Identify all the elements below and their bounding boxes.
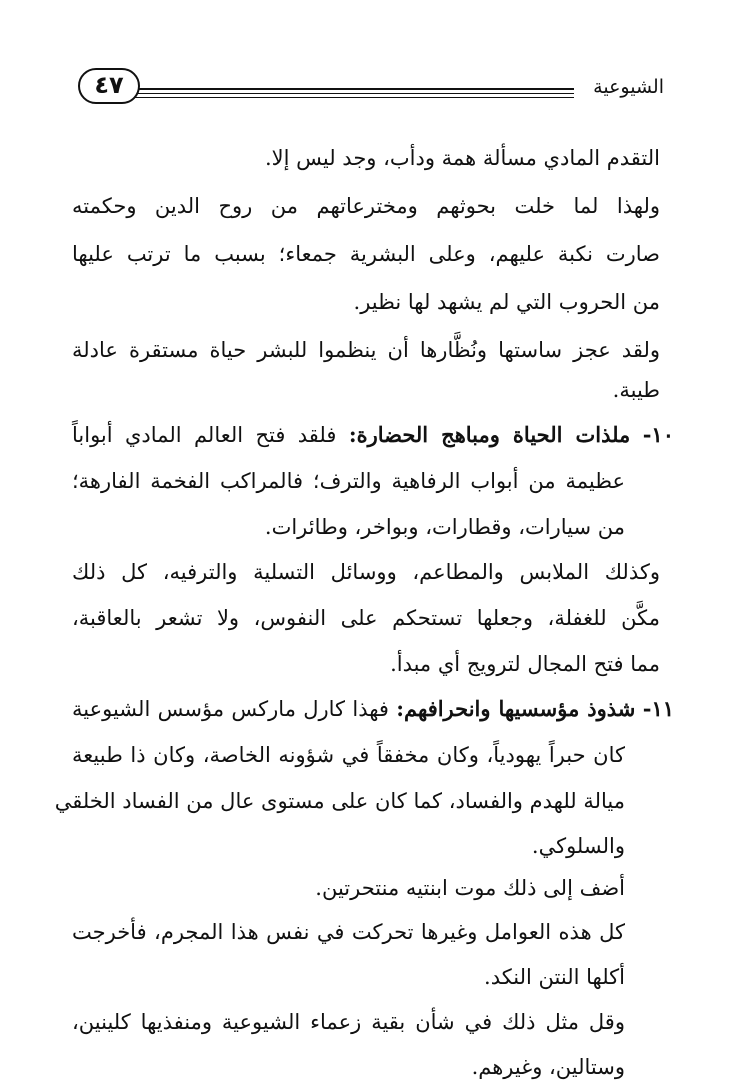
text-line: ولقد عجز ساستها ونُظَّارها أن ينظموا للبشر حياة مستقرة عادلة	[72, 338, 660, 362]
running-title: الشيوعية	[593, 76, 664, 98]
text-line: التقدم المادي مسألة همة ودأب، وجد ليس إلا.	[264, 146, 660, 170]
item-text: فلقد فتح العالم المادي أبواباً	[72, 423, 337, 447]
page-header	[72, 68, 664, 112]
text-line: ولهذا لما خلت بحوثهم ومخترعاتهم من روح الدين وحكمته	[72, 194, 660, 218]
page-number-badge: ٤٧	[78, 68, 140, 104]
text-line: من الحروب التي لم يشهد لها نظير.	[353, 290, 660, 314]
item-heading: ملذات الحياة ومباهج الحضارة:	[348, 422, 631, 447]
text-line: مكَّن للغفلة، وجعلها تستحكم على النفوس، ولا تشعر بالعاقبة،	[72, 606, 660, 630]
text-line: والسلوكي.	[531, 834, 625, 858]
header-rule	[134, 97, 574, 98]
text-line: كل هذه العوامل وغيرها تحركت في نفس هذا المجرم، فأخرجت	[72, 920, 625, 944]
header-rule	[134, 93, 574, 94]
text-line: وقل مثل ذلك في شأن بقية زعماء الشيوعية ومنفذيها كلينين،	[72, 1010, 625, 1034]
text-line: وكذلك الملابس والمطاعم، ووسائل التسلية والترفيه، كل ذلك	[72, 560, 660, 584]
numbered-item-line	[72, 412, 674, 458]
text-line: طيبة.	[612, 378, 660, 402]
item-heading: شذوذ مؤسسيها وانحرافهم:	[396, 696, 636, 721]
text-line: ميالة للهدم والفساد، كما كان على مستوى عال من الفساد الخلقي	[54, 789, 625, 813]
text-line: كان حبراً يهودياً، وكان مخفقاً في شؤونه الخاصة، وكان ذا طبيعة	[72, 743, 625, 767]
text-line: وستالين، وغيرهم.	[471, 1055, 625, 1079]
header-rule	[134, 88, 574, 90]
text-line: صارت نكبة عليهم، وعلى البشرية جمعاء؛ بسبب ما ترتب عليها	[72, 242, 660, 266]
numbered-item-line	[72, 686, 674, 732]
item-number: ١٠-	[642, 422, 674, 447]
item-text: فهذا كارل ماركس مؤسس الشيوعية	[72, 697, 389, 721]
text-line: أكلها النتن النكد.	[484, 965, 625, 989]
text-line: من سيارات، وقطارات، وبواخر، وطائرات.	[264, 515, 625, 539]
item-number: ١١-	[642, 696, 674, 721]
text-line: عظيمة من أبواب الرفاهية والترف؛ فالمراكب الفخمة الفارهة؛	[72, 469, 625, 493]
text-line: أضف إلى ذلك موت ابنتيه منتحرتين.	[315, 876, 625, 900]
text-line: مما فتح المجال لترويج أي مبدأ.	[390, 652, 660, 676]
